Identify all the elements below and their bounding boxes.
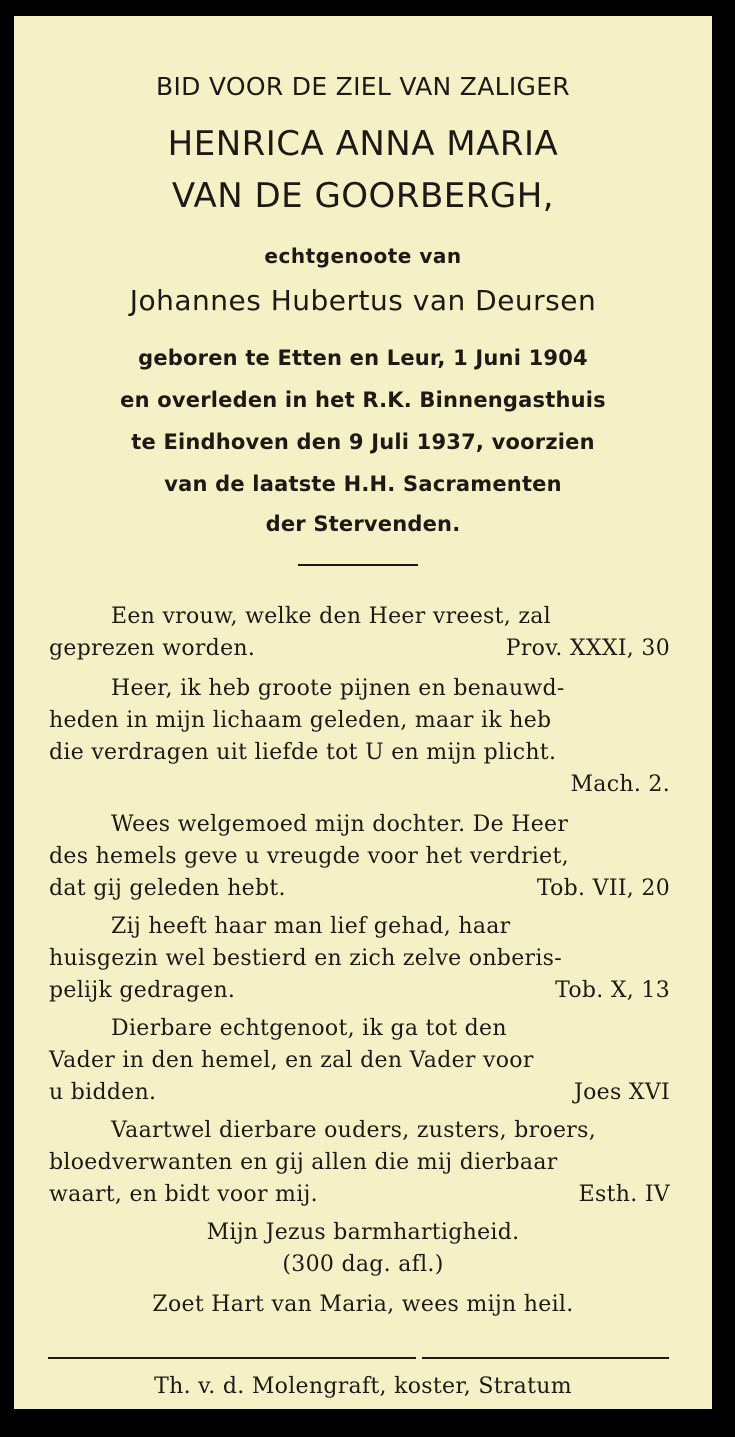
- bio-line: der Stervenden.: [265, 512, 461, 536]
- verse-reference: Tob. VII, 20: [536, 876, 670, 901]
- footer-rule-left: [48, 1357, 416, 1359]
- verse-line: huisgezin wel bestierd en zich zelve onberis-: [49, 946, 562, 971]
- verse-line: Vader in den hemel, en zal den Vader voor: [49, 1048, 534, 1073]
- verse-line: des hemels geve u vreugde voor het verdriet,: [49, 844, 569, 869]
- verse-line: u bidden.: [49, 1080, 157, 1105]
- verse-line: bloedverwanten en gij allen die mij dierbaar: [49, 1150, 558, 1175]
- footer-rule-right: [422, 1357, 669, 1359]
- verse-line: heden in mijn lichaam geleden, maar ik heb: [49, 708, 552, 733]
- verse-line: geprezen worden.: [49, 636, 256, 661]
- prayer-heading: BID VOOR DE ZIEL VAN ZALIGER: [156, 72, 570, 101]
- bio-line: van de laatste H.H. Sacramenten: [164, 472, 562, 496]
- verse-line: die verdragen uit liefde tot U en mijn plicht.: [49, 740, 557, 765]
- ejaculation-prayer: Mijn Jezus barmhartigheid.: [206, 1220, 520, 1245]
- verse-reference: Joes XVI: [573, 1080, 670, 1105]
- verse-reference: Esth. IV: [578, 1182, 670, 1207]
- memorial-card: [14, 16, 712, 1409]
- spouse-name: Johannes Hubertus van Deursen: [129, 284, 597, 317]
- ejaculation-prayer: Zoet Hart van Maria, wees mijn heil.: [152, 1292, 574, 1317]
- deceased-name-line1: HENRICA ANNA MARIA: [167, 124, 559, 164]
- verse-reference: Tob. X, 13: [555, 978, 670, 1003]
- verse-reference: Mach. 2.: [570, 772, 670, 797]
- spouse-intro: echtgenoote van: [264, 244, 462, 268]
- verse-line: pelijk gedragen.: [49, 978, 236, 1003]
- verse-line: Vaartwel dierbare ouders, zusters, broers,: [111, 1118, 596, 1143]
- verse-line: Een vrouw, welke den Heer vreest, zal: [111, 604, 551, 629]
- verse-line: Heer, ik heb groote pijnen en benauwd-: [111, 676, 565, 701]
- bio-line: te Eindhoven den 9 Juli 1937, voorzien: [131, 430, 595, 454]
- verse-line: Zij heeft haar man lief gehad, haar: [111, 914, 511, 939]
- bio-line: geboren te Etten en Leur, 1 Juni 1904: [138, 346, 588, 370]
- divider: [298, 564, 418, 566]
- printer-credit: Th. v. d. Molengraft, koster, Stratum: [154, 1374, 572, 1399]
- bio-line: en overleden in het R.K. Binnengasthuis: [120, 388, 606, 412]
- verse-line: Dierbare echtgenoot, ik ga tot den: [111, 1016, 507, 1041]
- verse-line: waart, en bidt voor mij.: [49, 1182, 318, 1207]
- indulgence-note: (300 dag. afl.): [282, 1252, 444, 1277]
- verse-reference: Prov. XXXI, 30: [505, 636, 670, 661]
- verse-line: Wees welgemoed mijn dochter. De Heer: [111, 812, 569, 837]
- verse-line: dat gij geleden hebt.: [49, 876, 286, 901]
- deceased-name-line2: VAN DE GOORBERGH,: [171, 176, 555, 216]
